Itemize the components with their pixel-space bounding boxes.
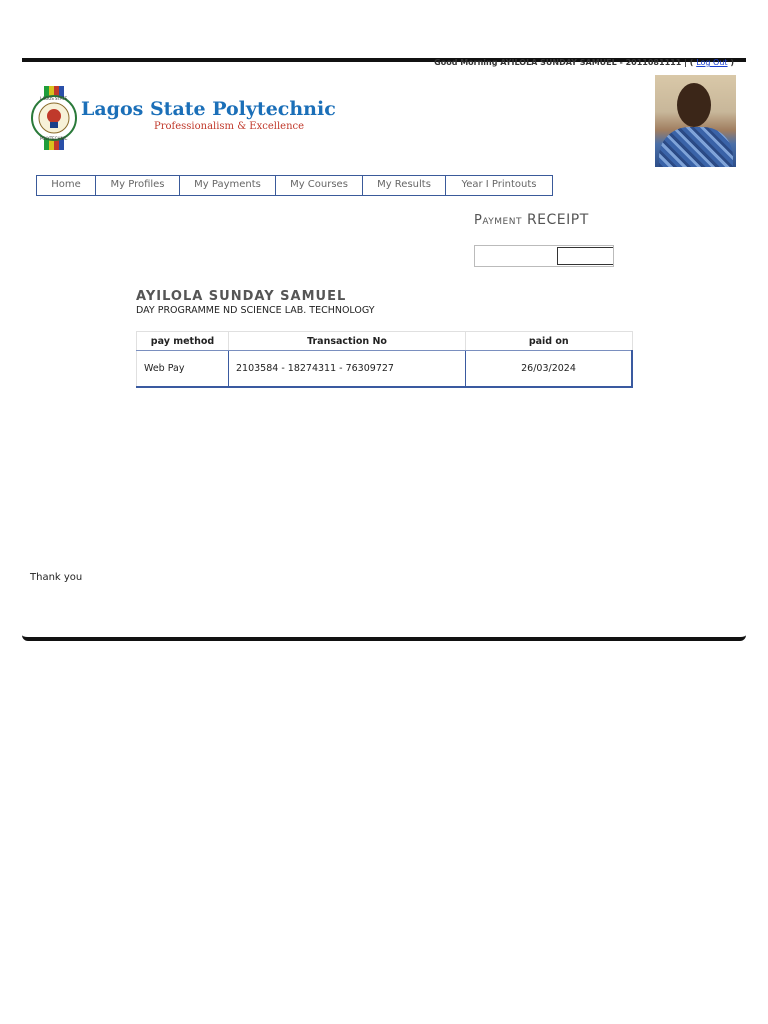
receipt-box-inner — [557, 247, 613, 265]
column-header-pay-method: pay method — [137, 332, 229, 351]
greeting-bar — [434, 58, 734, 67]
student-programme: DAY PROGRAMME ND SCIENCE LAB. TECHNOLOGY — [136, 305, 375, 316]
seal-text-bottom: POLYTECHNIC — [40, 136, 68, 141]
greeting-separator: | ( — [681, 58, 697, 67]
cell-transaction-no: 2103584 - 18274311 - 76309727 — [229, 351, 466, 388]
school-motto: Professionalism & Excellence — [154, 121, 305, 132]
photo-shirt — [659, 127, 733, 167]
cell-paid-on: 26/03/2024 — [466, 351, 633, 388]
logout-link[interactable]: Log Out — [696, 58, 728, 67]
student-photo — [655, 75, 736, 167]
nav-tab-my-results[interactable]: My Results — [363, 176, 446, 195]
nav-tab-home[interactable]: Home — [37, 176, 96, 195]
nav-tab-my-courses[interactable]: My Courses — [276, 176, 363, 195]
receipt-title-suffix: RECEIPT — [526, 212, 589, 228]
column-header-transaction-no: Transaction No — [229, 332, 466, 351]
receipt-title-prefix: Payment — [474, 213, 522, 228]
table-row — [137, 351, 633, 388]
seal-text-top: LAGOS STATE — [40, 96, 68, 101]
greeting-text: Good Morning AYILOLA SUNDAY SAMUEL - 2011081111 — [434, 58, 682, 67]
thank-you-text: Thank you — [30, 572, 83, 583]
student-name: AYILOLA SUNDAY SAMUEL — [136, 289, 347, 304]
greeting-close: ) — [727, 58, 734, 67]
nav-tab-my-profiles[interactable]: My Profiles — [96, 176, 180, 195]
column-header-paid-on: paid on — [466, 332, 633, 351]
nav-tab-year-i-printouts[interactable]: Year I Printouts — [461, 179, 537, 190]
table-header-row — [137, 332, 633, 351]
nav-tab-my-payments[interactable]: My Payments — [180, 176, 276, 195]
receipt-box — [474, 245, 614, 267]
school-logo[interactable] — [30, 86, 336, 150]
receipt-title — [474, 212, 589, 228]
photo-head — [677, 83, 711, 127]
school-name: Lagos State Polytechnic — [81, 98, 336, 120]
payment-table — [136, 331, 633, 388]
cell-pay-method: Web Pay — [137, 351, 229, 388]
main-nav — [36, 175, 553, 196]
